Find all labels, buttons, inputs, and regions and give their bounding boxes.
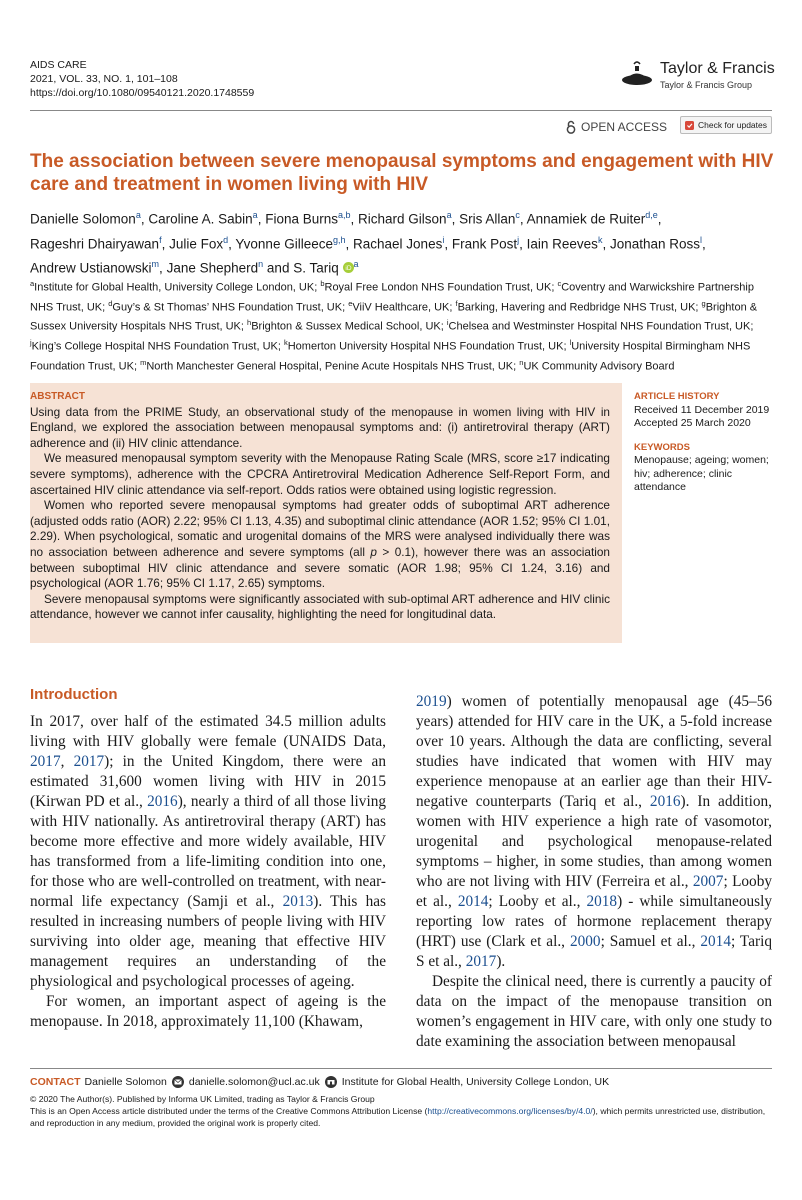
body-paragraph — [416, 692, 772, 972]
affiliation-text: Brighton & Sussex Medical School, UK; — [251, 320, 447, 333]
affiliation-text: Chelsea and Westminster Hospital NHS Foundation Trust, UK; — [448, 320, 754, 333]
author-affil-sup: a — [252, 210, 258, 220]
affiliation-text: Guy’s & St Thomas’ NHS Foundation Trust, UK; — [112, 301, 349, 314]
contact-institution: Institute for Global Health, University College London, UK — [341, 1076, 610, 1088]
body-text: ). In addition, women with HIV experience a high rate of vasomotor, urogenital and psychological menopause-related symptoms – higher, in some studies, than among women who are not living with HIV (Ferreira et al., — [416, 793, 772, 890]
body-text: ); in the United Kingdom, there were an estimated 31,600 women living with HIV in 2015 (Kirwan PD et al., — [30, 753, 386, 810]
author-name[interactable]: Richard Gilson — [358, 211, 447, 227]
body-text: ). — [496, 953, 506, 970]
body-text: , — [60, 753, 74, 770]
abstract-paragraph — [30, 498, 610, 592]
copyright: © 2020 The Author(s). Published by Informa UK Limited, trading as Taylor & Francis Group — [30, 1094, 375, 1104]
publisher-lamp-icon — [620, 60, 654, 90]
abstract-paragraph: Severe menopausal symptoms were significantly associated with sub-optimal ART adherence and HIV clinic attendance, however we cannot infer causality, highlighting the need for longitudinal data. — [30, 591, 610, 622]
citation-link[interactable]: 2017 — [73, 753, 105, 770]
affiliation-text: UK Community Advisory Board — [523, 360, 675, 373]
journal-name: AIDS CARE — [30, 59, 87, 71]
body-column-left — [30, 712, 386, 1032]
license-text — [30, 1106, 775, 1129]
contact-email[interactable]: danielle.solomon@ucl.ac.uk — [188, 1076, 320, 1088]
affiliation-marker: l — [569, 337, 572, 347]
publisher-logo[interactable] — [620, 56, 780, 100]
affiliation-marker: a — [30, 279, 35, 288]
author-affil-sup: a — [353, 259, 359, 269]
body-paragraph — [30, 712, 386, 992]
author-name[interactable]: Sris Allan — [459, 211, 516, 227]
body-text: ), nearly a third of all those living with HIV nationally. As antiretroviral therapy (ART) has become more effective and more widely available, HIV has transformed from a life-limiting condition into one, for those who are well-controlled on treatment, with near-normal life expectancy (Samji et al., — [30, 793, 386, 910]
publisher-name: Taylor & Francis — [660, 60, 775, 77]
author-name[interactable]: Yvonne Gilleece — [235, 236, 333, 251]
body-text: ; Looby et al., — [488, 893, 587, 910]
affiliation-text: Barking, Havering and Redbridge NHS Trust, UK; — [457, 301, 702, 314]
affiliation-marker: e — [348, 298, 353, 308]
license-link[interactable]: http://creativecommons.org/licenses/by/4.0/ — [427, 1106, 593, 1116]
affiliation-marker: c — [557, 279, 562, 288]
author-affil-sup: n — [258, 259, 264, 269]
affiliation-marker: h — [247, 318, 252, 328]
author-affil-sup: c — [515, 210, 520, 220]
body-text: ; Samuel et al., — [600, 933, 701, 950]
affiliation-text: Royal Free London NHS Foundation Trust, UK; — [324, 281, 558, 294]
abstract-label: ABSTRACT — [30, 391, 85, 402]
institution-icon — [324, 1076, 338, 1088]
article-title: The association between severe menopausal symptoms and engagement with HIV care and treatment in women living with HIV — [30, 151, 774, 195]
affiliation-text: North Manchester General Hospital, Penine Acute Hospitals NHS Trust, UK; — [146, 360, 520, 373]
history-accepted: Accepted 25 March 2020 — [634, 417, 751, 429]
author-affil-sup: l — [700, 234, 703, 245]
license-pre: This is an Open Access article distributed under the terms of the Creative Commons Attribution License ( — [30, 1106, 428, 1116]
citation-link[interactable]: 2007 — [692, 873, 724, 890]
open-lock-icon — [566, 120, 576, 134]
abstract — [30, 389, 610, 623]
body-column-right — [416, 692, 772, 1052]
contact-name: Danielle Solomon — [84, 1076, 167, 1088]
author-line-3: Andrew Ustianowski$^m$, Jane Shepherd$^n$ and S. Tariq iD $^a$ — [30, 259, 359, 276]
author-affil-sup: m — [151, 259, 160, 269]
author-affil-sup: d,e — [645, 210, 658, 220]
affiliation-marker: m — [140, 357, 147, 367]
history-received: Received 11 December 2019 — [634, 403, 770, 416]
abstract-paragraph: Using data from the PRIME Study, an observational study of the menopause in women living with HIV in England, we explored the association between menopausal symptoms and: (i) antiretroviral therapy (ART) adherence and (ii) HIV clinic attendance. — [30, 404, 610, 450]
body-text: ; Looby et al., — [416, 873, 773, 910]
author-affil-sup: g,h — [332, 234, 346, 245]
affiliation-marker: j — [30, 337, 32, 347]
author-affil-sup: j — [517, 234, 520, 245]
author-name[interactable]: Rageshri Dhairyawan — [30, 236, 160, 251]
author-line-2: Rageshri Dhairyawan$^f$, Julie Fox$^d$, Yvonne Gilleece$^{g,h}$, Rachael Jones$^i$, Frank Post$^j$, Iain Reeves$^k$, Jonathan Ross$^l$, — [30, 234, 706, 251]
body-text: ) - while simultaneously reporting low rates of hormone replacement therapy (HRT) use (Clark et al., — [416, 893, 772, 950]
citation-link[interactable]: 2016 — [649, 793, 681, 810]
citation-link[interactable]: 2017 — [465, 953, 497, 970]
author-affil-sup: d — [223, 234, 229, 245]
author-affil-sup: f — [159, 234, 162, 245]
open-access-badge — [566, 120, 667, 134]
author-affil-sup: i — [442, 234, 445, 245]
introduction-heading: Introduction — [30, 686, 118, 703]
affiliation-marker: g — [701, 298, 706, 308]
body-text: In 2017, over half of the estimated 34.5 million adults living with HIV globally were female (UNAIDS Data, — [30, 713, 386, 750]
publisher-group: Taylor & Francis Group — [660, 80, 753, 90]
body-text: ). This has resulted in increasing numbers of people living with HIV surviving into older age, meaning that effective HIV management requires an understanding of the physiological and psychological processes of ageing. — [30, 893, 386, 990]
affiliation-text: Coventry and Warwickshire Partnership NHS Trust, UK; — [30, 281, 754, 314]
citation-link[interactable]: 2014 — [700, 933, 731, 950]
author-name[interactable]: Caroline A. Sabin — [148, 211, 253, 227]
author-name[interactable]: Iain Reeves — [526, 236, 598, 251]
body-text: ) women of potentially menopausal age (45–56 years) attended for HIV care in the UK, a 5-fold increase over 10 years. Although the data are conflicting, several studies have indicated that women with HIV may experience menopause at an earlier age than their HIV-negative counterparts (Tariq et al., — [416, 693, 772, 810]
contact-label: CONTACT — [30, 1076, 81, 1088]
journal-citation: 2021, VOL. 33, NO. 1, 101–108 — [30, 73, 178, 85]
author-list — [30, 205, 775, 279]
author-name[interactable]: Andrew Ustianowski — [30, 260, 152, 276]
body-text: ; Tariq S et al., — [416, 933, 772, 970]
author-name[interactable]: Danielle Solomon — [30, 211, 136, 227]
abstract-text: Women who reported severe menopausal symptoms had greater odds of suboptimal ART adherence (adjusted odds ratio (AOR) 2.22; 95% CI 1.13, 4.35) and suboptimal clinic attendance (AOR 1.52; 95% CI 1.01, 2.29). When psychological, somatic and urogenital domains of the MRS were analysed individually there was no association between adherence and severe symptoms (all — [30, 498, 610, 559]
svg-text:iD: iD — [344, 264, 352, 272]
citation-link[interactable]: 2019 — [416, 693, 447, 710]
affiliation-marker: i — [446, 318, 449, 328]
author-name[interactable]: S. Tariq — [293, 260, 339, 276]
affiliation-text: Brighton & Sussex University Hospitals NHS Trust, UK; — [30, 301, 758, 333]
citation-link[interactable]: 2018 — [586, 893, 618, 910]
affiliation-text: Homerton University Hospital NHS Foundation Trust, UK; — [287, 340, 570, 353]
affiliation-text: University Hospital Birmingham NHS Foundation Trust, UK; — [30, 340, 751, 373]
author-affil-sup: k — [597, 234, 603, 245]
journal-info — [30, 58, 254, 100]
license-post: ), which permits unrestricted use, distribution, and reproduction in any medium, provided the original work is properly cited. — [30, 1106, 766, 1128]
abstract-text: > 0.1), however there was an association between suboptimal HIV clinic attendance and severe somatic (AOR 1.98; 95% CI 1.24, 3.16) and psychological (AOR 1.76; 95% CI 1.17, 2.65) symptoms. — [30, 544, 610, 591]
author-name[interactable]: Fiona Burns — [265, 211, 338, 227]
footer-divider — [30, 1068, 772, 1069]
abstract-paragraph: We measured menopausal symptom severity with the Menopause Rating Scale (MRS, score ≥17 indicating severe symptoms), adherence with the CPCRA Antiretroviral Medication Adherence Self-Report Form, and ascertained HIV clinic attendance via self-report. Odds ratios were obtained using logistic regression. — [30, 451, 610, 497]
author-name[interactable]: Annamiek de Ruiter — [526, 211, 646, 227]
author-affil-sup: a,b — [338, 210, 351, 220]
crossmark-icon — [685, 120, 694, 131]
contact-line — [30, 1076, 609, 1088]
citation-link[interactable]: 2016 — [147, 793, 178, 810]
affiliation-text: King’s College Hospital NHS Foundation Trust, UK; — [31, 340, 284, 353]
author-name[interactable]: Rachael Jones — [353, 236, 443, 251]
abstract-italic-p: p — [370, 544, 377, 559]
check-updates-label: Check for updates — [698, 120, 767, 130]
open-access-label: OPEN ACCESS — [581, 120, 668, 134]
author-name[interactable]: Julie Fox — [169, 236, 224, 251]
orcid-icon[interactable] — [343, 262, 354, 273]
check-updates-button[interactable] — [680, 116, 772, 134]
journal-doi[interactable]: https://doi.org/10.1080/09540121.2020.1748559 — [30, 87, 255, 99]
affiliation-marker: d — [108, 298, 113, 308]
affiliation-marker: k — [283, 337, 288, 347]
citation-link[interactable]: 2014 — [457, 893, 489, 910]
email-icon — [171, 1076, 185, 1088]
body-paragraph: For women, an important aspect of ageing is the menopause. In 2018, approximately 11,100 (Khawam, — [30, 993, 386, 1030]
affiliations — [30, 276, 775, 374]
header-divider — [30, 110, 772, 111]
affiliation-marker: f — [455, 298, 458, 308]
article-sidebar — [634, 390, 779, 495]
author-line-1: Danielle Solomon$^a$, Caroline A. Sabin$^a$, Fiona Burns$^{a,b}$, Richard Gilson$^a$, Sris Allan$^c$, Annamiek de Ruiter$^{d,e}$, — [30, 210, 662, 227]
affiliation-text: ViiV Healthcare, UK; — [352, 301, 456, 314]
author-affil-sup: a — [446, 210, 452, 220]
citation-link[interactable]: 2000 — [569, 933, 601, 950]
history-label: ARTICLE HISTORY — [634, 391, 720, 402]
affiliation-text: Institute for Global Health, University College London, UK; — [34, 281, 321, 294]
affiliation-marker: n — [519, 357, 524, 367]
author-name[interactable]: Jonathan Ross — [609, 236, 701, 251]
citation-link[interactable]: 2017 — [30, 753, 61, 770]
keywords-label: KEYWORDS — [634, 441, 690, 453]
citation-link[interactable]: 2013 — [282, 893, 314, 910]
author-affil-sup: a — [135, 210, 141, 220]
keywords-text: Menopause; ageing; women; hiv; adherence; clinic attendance — [634, 454, 769, 493]
author-and: and — [266, 260, 290, 276]
author-name[interactable]: Jane Shepherd — [166, 260, 259, 276]
affiliation-marker: b — [320, 279, 325, 288]
body-paragraph: Despite the clinical need, there is currently a paucity of data on the impact of the menopause transition on women’s engagement in HIV care, with only one study to date examining the association between menopausal — [416, 973, 772, 1050]
author-name[interactable]: Frank Post — [451, 236, 518, 251]
